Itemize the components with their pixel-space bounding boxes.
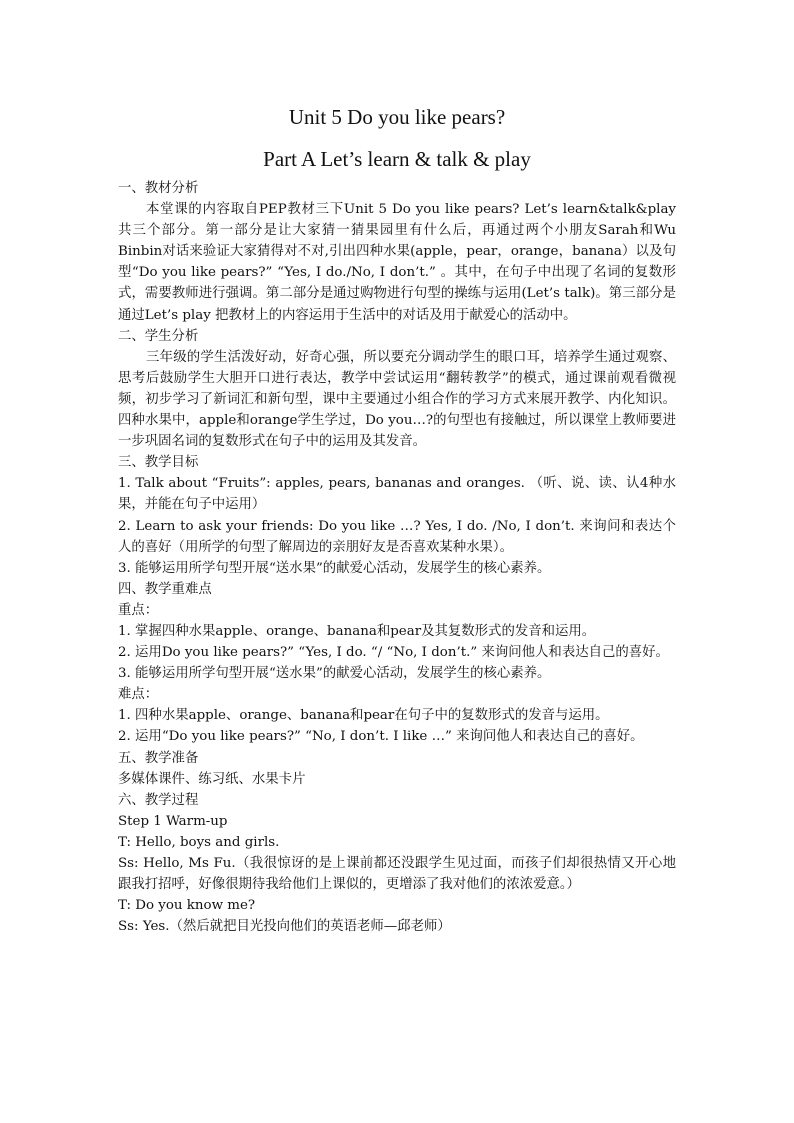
dialogue-line: T: Hello, boys and girls.	[118, 834, 280, 850]
difficult-point-item: 1. 四种水果apple、orange、banana和pear在句子中的复数形式的发音与运用。	[118, 708, 609, 724]
document-body	[118, 178, 676, 937]
section-heading-key-points: 四、教学重难点	[118, 581, 212, 597]
dialogue-line: Ss: Hello, Ms Fu.（我很惊讶的是上课前都还没跟学生见过面，而孩子们却很热情又开心地跟我打招呼，好像很期待我给他们上课似的，更增添了我对他们的浓浓爱意。）	[118, 856, 676, 893]
key-point-item: 2. 运用Do you like pears?” “Yes, I do. “/ “No, I don’t.” 来询问他人和表达自己的喜好。	[118, 645, 669, 661]
key-point-item: 1. 掌握四种水果apple、orange、banana和pear及其复数形式的发音和运用。	[118, 623, 596, 639]
objective-item: 3. 能够运用所学句型开展“送水果”的献爱心活动，发展学生的核心素养。	[118, 560, 551, 576]
section-heading-students: 二、学生分析	[118, 328, 199, 344]
key-points-label: 重点：	[118, 602, 159, 618]
dialogue-line: T: Do you know me?	[118, 898, 256, 914]
document-subtitle: Part A Let’s learn & talk & play	[263, 147, 531, 171]
students-paragraph: 三年级的学生活泼好动，好奇心强，所以要充分调动学生的眼口耳，培养学生通过观察、思考后鼓励学生大胆开口进行表达，教学中尝试运用“翻转教学”的模式，通过课前观看微视频，初步学习了新词汇和新句型，课中主要通过小组合作的学习方式来展开教学、内化知识。四种水果中，apple和orange学生学过，Do you…?的句型也有接触过，所以课堂上教师要进一步巩固名词的复数形式在句子中的运用及其发音。	[118, 349, 676, 450]
objective-item: 2. Learn to ask your friends: Do you like …? Yes, I do. /No, I don’t. 来询问和表达个人的喜好（用所学的句型了解周边的亲朋好友是否喜欢某种水果）。	[118, 518, 676, 555]
difficult-point-item: 2. 运用“Do you like pears?” “No, I don’t. I like …” 来询问他人和表达自己的喜好。	[118, 729, 644, 745]
section-heading-materials: 一、教材分析	[118, 181, 199, 196]
section-heading-objectives: 三、教学目标	[118, 455, 199, 471]
step-title: Step 1 Warm-up	[118, 813, 228, 829]
document-title: Unit 5 Do you like pears?	[288, 105, 506, 129]
section-heading-process: 六、教学过程	[118, 792, 199, 808]
section-heading-preparation: 五、教学准备	[118, 750, 199, 766]
materials-paragraph: 本堂课的内容取自PEP教材三下Unit 5 Do you like pears? Let’s learn&talk&play 共三个部分。第一部分是让大家猜一猜果园里有什么后，再通过两个小朋友Sarah和Wu Binbin对话来验证大家猜得对不对,引出四种水果(apple，pear，orange，banana）以及句型“Do you like pears?” “Yes, I do./No, I don’t.” 。其中，在句子中出现了名词的复数形式，需要教师进行强调。第二部分是通过购物进行句型的操练与运用(Let’s talk)。第三部分是通过Let’s play 把教材上的内容运用于生活中的对话及用于献爱心的活动中。	[118, 202, 676, 323]
key-point-item: 3. 能够运用所学句型开展“送水果”的献爱心活动，发展学生的核心素养。	[118, 666, 551, 682]
difficult-points-label: 难点：	[118, 687, 159, 703]
objective-item: 1. Talk about “Fruits”: apples, pears, bananas and oranges. （听、说、读、认4种水果，并能在句子中运用）	[118, 476, 676, 513]
dialogue-line: Ss: Yes.（然后就把目光投向他们的英语老师—邱老师）	[118, 919, 451, 935]
preparation-line: 多媒体课件、练习纸、水果卡片	[118, 771, 306, 787]
